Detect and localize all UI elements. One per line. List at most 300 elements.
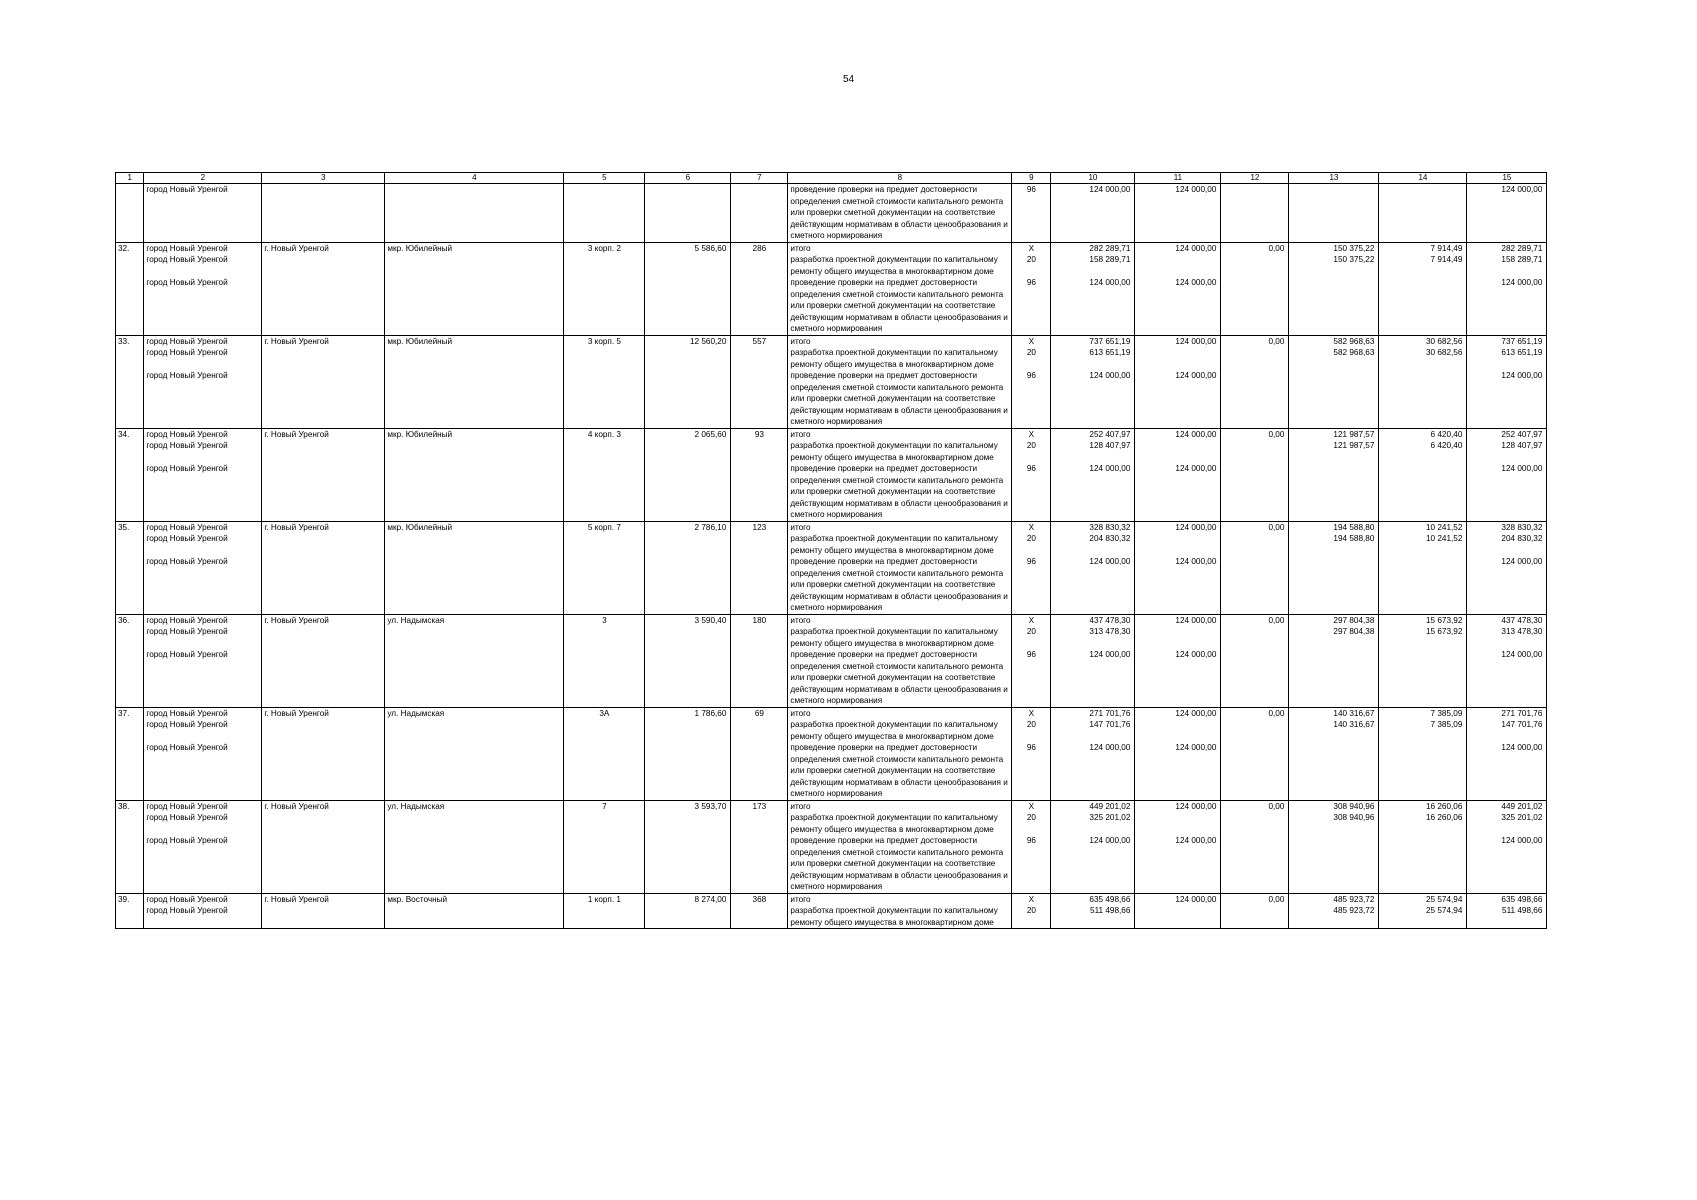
municipality-cell: город Новый Уренгой xyxy=(144,184,262,243)
settlement-cell: г. Новый Уренгой xyxy=(262,335,385,347)
municipal-budget-cell xyxy=(1221,812,1289,835)
work-code-cell: 96 xyxy=(1012,277,1051,335)
municipal-budget-cell: 0,00 xyxy=(1221,335,1289,347)
municipality-cell: город Новый Уренгой xyxy=(144,347,262,370)
residents-cell: 69 xyxy=(731,707,788,719)
table-row xyxy=(116,812,1547,835)
settlement-cell xyxy=(262,440,385,463)
grand-total-cell: 128 407,97 xyxy=(1467,440,1547,463)
residents-cell xyxy=(731,533,788,556)
settlement-cell xyxy=(262,626,385,649)
municipality-cell: город Новый Уренгой xyxy=(144,335,262,347)
state-support-cell: 124 000,00 xyxy=(1135,277,1221,335)
municipal-budget-cell xyxy=(1221,719,1289,742)
column-number-header: 14 xyxy=(1379,173,1467,184)
row-number-cell: 38. xyxy=(116,800,144,812)
state-support-cell: 124 000,00 xyxy=(1135,428,1221,440)
fund-cost-cell: 140 316,67 xyxy=(1289,707,1379,719)
work-code-cell: X xyxy=(1012,521,1051,533)
street-cell xyxy=(385,463,564,521)
municipality-cell: город Новый Уренгой xyxy=(144,463,262,521)
settlement-cell xyxy=(262,347,385,370)
settlement-cell xyxy=(262,370,385,428)
municipal-budget-cell xyxy=(1221,905,1289,929)
municipality-cell: город Новый Уренгой xyxy=(144,649,262,707)
street-cell xyxy=(385,812,564,835)
residents-cell xyxy=(731,905,788,929)
municipal-budget-cell xyxy=(1221,347,1289,370)
house-number-cell: 5 корп. 7 xyxy=(564,521,645,533)
total-cost-cell: 124 000,00 xyxy=(1051,277,1135,335)
street-cell: ул. Надымская xyxy=(385,800,564,812)
street-cell xyxy=(385,905,564,929)
row-number-cell: 34. xyxy=(116,428,144,440)
grand-total-cell: 271 701,76 xyxy=(1467,707,1547,719)
state-support-cell: 124 000,00 xyxy=(1135,742,1221,800)
column-number-header: 3 xyxy=(262,173,385,184)
work-type-cell: проведение проверки на предмет достоверности определения сметной стоимости капитального ремонта или проверки сметной документации на соответствие действующим нормативам в области ценообразования и сметного нормирования xyxy=(788,742,1012,800)
fund-cost-cell: 582 968,63 xyxy=(1289,335,1379,347)
municipality-cell: город Новый Уренгой xyxy=(144,533,262,556)
page-number: 54 xyxy=(842,74,855,85)
grand-total-cell: 124 000,00 xyxy=(1467,370,1547,428)
table-row xyxy=(116,463,1547,521)
area-cell xyxy=(645,184,731,243)
grand-total-cell: 437 478,30 xyxy=(1467,614,1547,626)
row-number-cell xyxy=(116,463,144,521)
work-type-cell: проведение проверки на предмет достоверности определения сметной стоимости капитального ремонта или проверки сметной документации на соответствие действующим нормативам в области ценообразования и сметного нормирования xyxy=(788,463,1012,521)
state-support-cell xyxy=(1135,626,1221,649)
table-row-total xyxy=(116,428,1547,440)
owners-cost-cell: 10 241,52 xyxy=(1379,521,1467,533)
row-number-cell xyxy=(116,254,144,277)
residents-cell xyxy=(731,835,788,893)
work-type-cell: итого xyxy=(788,707,1012,719)
total-cost-cell: 252 407,97 xyxy=(1051,428,1135,440)
row-number-cell xyxy=(116,533,144,556)
area-cell xyxy=(645,812,731,835)
street-cell xyxy=(385,440,564,463)
house-number-cell: 3А xyxy=(564,707,645,719)
work-code-cell: 20 xyxy=(1012,812,1051,835)
grand-total-cell: 635 498,66 xyxy=(1467,893,1547,905)
work-type-cell: проведение проверки на предмет достоверности определения сметной стоимости капитального ремонта или проверки сметной документации на соответствие действующим нормативам в области ценообразования и сметного нормирования xyxy=(788,649,1012,707)
column-number-header: 7 xyxy=(731,173,788,184)
total-cost-cell: 313 478,30 xyxy=(1051,626,1135,649)
area-cell: 3 593,70 xyxy=(645,800,731,812)
grand-total-cell: 449 201,02 xyxy=(1467,800,1547,812)
owners-cost-cell: 10 241,52 xyxy=(1379,533,1467,556)
work-code-cell: 96 xyxy=(1012,556,1051,614)
state-support-cell: 124 000,00 xyxy=(1135,707,1221,719)
residents-cell xyxy=(731,649,788,707)
table-row xyxy=(116,184,1547,243)
area-cell xyxy=(645,649,731,707)
settlement-cell xyxy=(262,556,385,614)
house-number-cell xyxy=(564,835,645,893)
owners-cost-cell xyxy=(1379,277,1467,335)
fund-cost-cell xyxy=(1289,370,1379,428)
settlement-cell xyxy=(262,184,385,243)
municipality-cell: город Новый Уренгой xyxy=(144,893,262,905)
owners-cost-cell: 7 385,09 xyxy=(1379,707,1467,719)
area-cell xyxy=(645,463,731,521)
house-number-cell: 3 корп. 2 xyxy=(564,242,645,254)
work-code-cell: X xyxy=(1012,707,1051,719)
fund-cost-cell: 121 987,57 xyxy=(1289,428,1379,440)
fund-cost-cell xyxy=(1289,556,1379,614)
row-number-cell xyxy=(116,184,144,243)
grand-total-cell: 124 000,00 xyxy=(1467,835,1547,893)
column-number-header: 10 xyxy=(1051,173,1135,184)
row-number-cell xyxy=(116,277,144,335)
municipality-cell: город Новый Уренгой xyxy=(144,428,262,440)
state-support-cell: 124 000,00 xyxy=(1135,335,1221,347)
column-number-header: 11 xyxy=(1135,173,1221,184)
work-code-cell: 20 xyxy=(1012,905,1051,929)
residents-cell xyxy=(731,742,788,800)
street-cell xyxy=(385,277,564,335)
area-cell xyxy=(645,347,731,370)
street-cell xyxy=(385,719,564,742)
table-row xyxy=(116,556,1547,614)
grand-total-cell: 737 651,19 xyxy=(1467,335,1547,347)
owners-cost-cell xyxy=(1379,556,1467,614)
street-cell xyxy=(385,347,564,370)
state-support-cell xyxy=(1135,254,1221,277)
grand-total-cell: 325 201,02 xyxy=(1467,812,1547,835)
house-number-cell xyxy=(564,254,645,277)
residents-cell: 173 xyxy=(731,800,788,812)
area-cell xyxy=(645,254,731,277)
area-cell xyxy=(645,556,731,614)
fund-cost-cell: 297 804,38 xyxy=(1289,626,1379,649)
municipality-cell: город Новый Уренгой xyxy=(144,370,262,428)
settlement-cell xyxy=(262,254,385,277)
municipality-cell: город Новый Уренгой xyxy=(144,277,262,335)
residents-cell: 286 xyxy=(731,242,788,254)
owners-cost-cell: 7 914,49 xyxy=(1379,242,1467,254)
state-support-cell: 124 000,00 xyxy=(1135,370,1221,428)
municipal-budget-cell: 0,00 xyxy=(1221,521,1289,533)
table-row-total xyxy=(116,242,1547,254)
column-number-header: 5 xyxy=(564,173,645,184)
residents-cell xyxy=(731,347,788,370)
column-number-header: 15 xyxy=(1467,173,1547,184)
fund-cost-cell xyxy=(1289,835,1379,893)
work-type-cell: итого xyxy=(788,242,1012,254)
column-number-header: 6 xyxy=(645,173,731,184)
work-code-cell: X xyxy=(1012,800,1051,812)
total-cost-cell: 511 498,66 xyxy=(1051,905,1135,929)
owners-cost-cell: 7 914,49 xyxy=(1379,254,1467,277)
table-row xyxy=(116,370,1547,428)
street-cell xyxy=(385,742,564,800)
column-number-header: 1 xyxy=(116,173,144,184)
fund-cost-cell: 140 316,67 xyxy=(1289,719,1379,742)
area-cell xyxy=(645,440,731,463)
total-cost-cell: 124 000,00 xyxy=(1051,835,1135,893)
work-code-cell: X xyxy=(1012,614,1051,626)
fund-cost-cell xyxy=(1289,184,1379,243)
row-number-cell: 37. xyxy=(116,707,144,719)
table-row xyxy=(116,742,1547,800)
municipal-budget-cell xyxy=(1221,556,1289,614)
total-cost-cell: 147 701,76 xyxy=(1051,719,1135,742)
owners-cost-cell xyxy=(1379,742,1467,800)
residents-cell xyxy=(731,463,788,521)
house-number-cell xyxy=(564,905,645,929)
municipal-budget-cell: 0,00 xyxy=(1221,614,1289,626)
state-support-cell: 124 000,00 xyxy=(1135,835,1221,893)
municipality-cell: город Новый Уренгой xyxy=(144,440,262,463)
table-row xyxy=(116,835,1547,893)
row-number-cell xyxy=(116,905,144,929)
owners-cost-cell: 25 574,94 xyxy=(1379,905,1467,929)
table-row xyxy=(116,440,1547,463)
house-number-cell: 3 корп. 5 xyxy=(564,335,645,347)
municipality-cell: город Новый Уренгой xyxy=(144,719,262,742)
municipality-cell: город Новый Уренгой xyxy=(144,254,262,277)
table-row xyxy=(116,626,1547,649)
area-cell xyxy=(645,835,731,893)
work-code-cell: 96 xyxy=(1012,184,1051,243)
settlement-cell xyxy=(262,835,385,893)
work-code-cell: X xyxy=(1012,335,1051,347)
total-cost-cell: 737 651,19 xyxy=(1051,335,1135,347)
residents-cell xyxy=(731,277,788,335)
municipality-cell: город Новый Уренгой xyxy=(144,835,262,893)
total-cost-cell: 613 651,19 xyxy=(1051,347,1135,370)
table-row-total xyxy=(116,893,1547,905)
house-number-cell: 1 корп. 1 xyxy=(564,893,645,905)
residents-cell xyxy=(731,254,788,277)
municipality-cell: город Новый Уренгой xyxy=(144,905,262,929)
street-cell xyxy=(385,533,564,556)
column-number-header: 13 xyxy=(1289,173,1379,184)
work-type-cell: разработка проектной документации по капитальному ремонту общего имущества в многоквартирном доме xyxy=(788,812,1012,835)
row-number-cell: 35. xyxy=(116,521,144,533)
grand-total-cell: 328 830,32 xyxy=(1467,521,1547,533)
municipality-cell: город Новый Уренгой xyxy=(144,614,262,626)
total-cost-cell: 271 701,76 xyxy=(1051,707,1135,719)
total-cost-cell: 204 830,32 xyxy=(1051,533,1135,556)
grand-total-cell: 124 000,00 xyxy=(1467,463,1547,521)
owners-cost-cell: 6 420,40 xyxy=(1379,428,1467,440)
table-row-total xyxy=(116,800,1547,812)
settlement-cell: г. Новый Уренгой xyxy=(262,428,385,440)
area-cell: 2 786,10 xyxy=(645,521,731,533)
work-type-cell: итого xyxy=(788,800,1012,812)
work-code-cell: 96 xyxy=(1012,835,1051,893)
settlement-cell: г. Новый Уренгой xyxy=(262,614,385,626)
work-code-cell: 20 xyxy=(1012,719,1051,742)
grand-total-cell: 313 478,30 xyxy=(1467,626,1547,649)
row-number-cell xyxy=(116,812,144,835)
fund-cost-cell: 194 588,80 xyxy=(1289,521,1379,533)
work-code-cell: 96 xyxy=(1012,370,1051,428)
municipal-budget-cell: 0,00 xyxy=(1221,893,1289,905)
street-cell: ул. Надымская xyxy=(385,707,564,719)
grand-total-cell: 124 000,00 xyxy=(1467,556,1547,614)
municipality-cell: город Новый Уренгой xyxy=(144,742,262,800)
house-number-cell xyxy=(564,649,645,707)
table-row-total xyxy=(116,614,1547,626)
total-cost-cell: 449 201,02 xyxy=(1051,800,1135,812)
residents-cell: 368 xyxy=(731,893,788,905)
work-type-cell: итого xyxy=(788,521,1012,533)
house-number-cell xyxy=(564,719,645,742)
table-row xyxy=(116,347,1547,370)
settlement-cell xyxy=(262,463,385,521)
owners-cost-cell: 15 673,92 xyxy=(1379,626,1467,649)
table-row xyxy=(116,277,1547,335)
total-cost-cell: 328 830,32 xyxy=(1051,521,1135,533)
residents-cell xyxy=(731,440,788,463)
municipality-cell: город Новый Уренгой xyxy=(144,242,262,254)
municipality-cell: город Новый Уренгой xyxy=(144,707,262,719)
street-cell: мкр. Восточный xyxy=(385,893,564,905)
work-type-cell: разработка проектной документации по капитальному ремонту общего имущества в многоквартирном доме xyxy=(788,347,1012,370)
row-number-cell xyxy=(116,347,144,370)
work-code-cell: 20 xyxy=(1012,254,1051,277)
column-number-header: 8 xyxy=(788,173,1012,184)
owners-cost-cell: 16 260,06 xyxy=(1379,812,1467,835)
state-support-cell xyxy=(1135,347,1221,370)
street-cell xyxy=(385,370,564,428)
fund-cost-cell: 150 375,22 xyxy=(1289,242,1379,254)
state-support-cell: 124 000,00 xyxy=(1135,242,1221,254)
settlement-cell xyxy=(262,742,385,800)
grand-total-cell: 124 000,00 xyxy=(1467,742,1547,800)
owners-cost-cell xyxy=(1379,370,1467,428)
work-type-cell: разработка проектной документации по капитальному ремонту общего имущества в многоквартирном доме xyxy=(788,440,1012,463)
municipal-budget-cell xyxy=(1221,742,1289,800)
table-row xyxy=(116,719,1547,742)
capital-repair-table xyxy=(115,172,1547,929)
fund-cost-cell: 150 375,22 xyxy=(1289,254,1379,277)
municipality-cell: город Новый Уренгой xyxy=(144,626,262,649)
owners-cost-cell: 30 682,56 xyxy=(1379,347,1467,370)
work-type-cell: итого xyxy=(788,614,1012,626)
state-support-cell: 124 000,00 xyxy=(1135,556,1221,614)
table-body xyxy=(116,184,1547,929)
settlement-cell: г. Новый Уренгой xyxy=(262,800,385,812)
state-support-cell: 124 000,00 xyxy=(1135,893,1221,905)
owners-cost-cell xyxy=(1379,835,1467,893)
owners-cost-cell xyxy=(1379,649,1467,707)
state-support-cell xyxy=(1135,812,1221,835)
area-cell xyxy=(645,626,731,649)
area-cell: 8 274,00 xyxy=(645,893,731,905)
settlement-cell: г. Новый Уренгой xyxy=(262,893,385,905)
row-number-cell xyxy=(116,626,144,649)
fund-cost-cell: 308 940,96 xyxy=(1289,812,1379,835)
work-type-cell: разработка проектной документации по капитальному ремонту общего имущества в многоквартирном доме xyxy=(788,719,1012,742)
settlement-cell: г. Новый Уренгой xyxy=(262,521,385,533)
owners-cost-cell: 16 260,06 xyxy=(1379,800,1467,812)
work-type-cell: проведение проверки на предмет достоверности определения сметной стоимости капитального ремонта или проверки сметной документации на соответствие действующим нормативам в области ценообразования и сметного нормирования xyxy=(788,556,1012,614)
residents-cell: 93 xyxy=(731,428,788,440)
street-cell xyxy=(385,254,564,277)
settlement-cell xyxy=(262,533,385,556)
state-support-cell: 124 000,00 xyxy=(1135,184,1221,243)
municipal-budget-cell: 0,00 xyxy=(1221,242,1289,254)
owners-cost-cell: 30 682,56 xyxy=(1379,335,1467,347)
house-number-cell xyxy=(564,184,645,243)
municipal-budget-cell xyxy=(1221,440,1289,463)
total-cost-cell: 124 000,00 xyxy=(1051,649,1135,707)
settlement-cell: г. Новый Уренгой xyxy=(262,242,385,254)
grand-total-cell: 282 289,71 xyxy=(1467,242,1547,254)
fund-cost-cell: 485 923,72 xyxy=(1289,905,1379,929)
fund-cost-cell: 582 968,63 xyxy=(1289,347,1379,370)
area-cell xyxy=(645,277,731,335)
area-cell xyxy=(645,370,731,428)
area-cell xyxy=(645,533,731,556)
grand-total-cell: 124 000,00 xyxy=(1467,649,1547,707)
total-cost-cell: 124 000,00 xyxy=(1051,370,1135,428)
total-cost-cell: 635 498,66 xyxy=(1051,893,1135,905)
municipal-budget-cell xyxy=(1221,254,1289,277)
house-number-cell xyxy=(564,742,645,800)
state-support-cell xyxy=(1135,905,1221,929)
grand-total-cell: 124 000,00 xyxy=(1467,277,1547,335)
work-type-cell: проведение проверки на предмет достоверности определения сметной стоимости капитального ремонта или проверки сметной документации на соответствие действующим нормативам в области ценообразования и сметного нормирования xyxy=(788,370,1012,428)
municipality-cell: город Новый Уренгой xyxy=(144,521,262,533)
column-number-header: 2 xyxy=(144,173,262,184)
municipal-budget-cell xyxy=(1221,370,1289,428)
total-cost-cell: 437 478,30 xyxy=(1051,614,1135,626)
state-support-cell: 124 000,00 xyxy=(1135,463,1221,521)
grand-total-cell: 511 498,66 xyxy=(1467,905,1547,929)
work-code-cell: X xyxy=(1012,242,1051,254)
total-cost-cell: 124 000,00 xyxy=(1051,184,1135,243)
work-type-cell: разработка проектной документации по капитальному ремонту общего имущества в многоквартирном доме xyxy=(788,905,1012,929)
street-cell xyxy=(385,649,564,707)
fund-cost-cell: 297 804,38 xyxy=(1289,614,1379,626)
grand-total-cell: 124 000,00 xyxy=(1467,184,1547,243)
residents-cell xyxy=(731,370,788,428)
table-row xyxy=(116,533,1547,556)
fund-cost-cell xyxy=(1289,463,1379,521)
house-number-cell: 3 xyxy=(564,614,645,626)
owners-cost-cell: 6 420,40 xyxy=(1379,440,1467,463)
house-number-cell xyxy=(564,812,645,835)
settlement-cell xyxy=(262,905,385,929)
area-cell: 5 586,60 xyxy=(645,242,731,254)
column-number-header-row xyxy=(116,173,1547,184)
state-support-cell: 124 000,00 xyxy=(1135,800,1221,812)
row-number-cell xyxy=(116,440,144,463)
total-cost-cell: 128 407,97 xyxy=(1051,440,1135,463)
column-number-header: 4 xyxy=(385,173,564,184)
grand-total-cell: 252 407,97 xyxy=(1467,428,1547,440)
work-code-cell: X xyxy=(1012,428,1051,440)
fund-cost-cell: 485 923,72 xyxy=(1289,893,1379,905)
street-cell xyxy=(385,626,564,649)
work-code-cell: 20 xyxy=(1012,626,1051,649)
total-cost-cell: 325 201,02 xyxy=(1051,812,1135,835)
municipal-budget-cell xyxy=(1221,649,1289,707)
settlement-cell: г. Новый Уренгой xyxy=(262,707,385,719)
residents-cell xyxy=(731,719,788,742)
residents-cell xyxy=(731,812,788,835)
work-code-cell: 20 xyxy=(1012,347,1051,370)
row-number-cell xyxy=(116,719,144,742)
municipal-budget-cell xyxy=(1221,277,1289,335)
street-cell: мкр. Юбилейный xyxy=(385,335,564,347)
